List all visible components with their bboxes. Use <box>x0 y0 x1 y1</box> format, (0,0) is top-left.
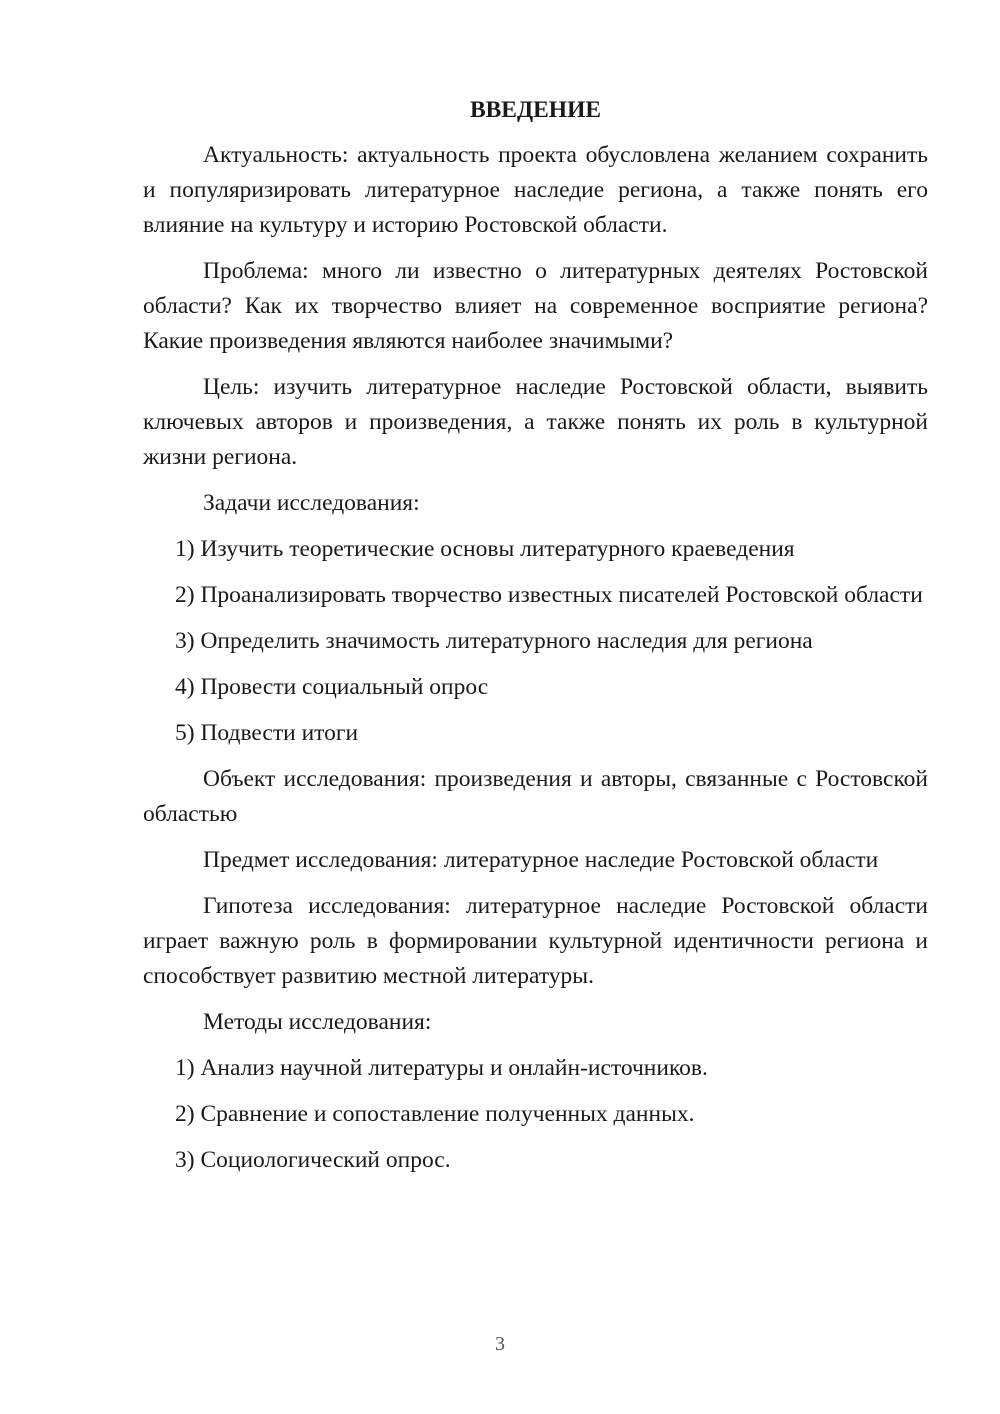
task-item: 2) Проанализировать творчество известных писателей Ростовской области <box>175 582 923 608</box>
goal-paragraph: Цель: изучить литературное наследие Ростовской области, выявить ключевых авторов и произведения, а также понять их роль в культурной жизни региона. <box>143 374 928 470</box>
task-item: 3) Определить значимость литературного наследия для региона <box>175 628 813 654</box>
hypothesis-paragraph: Гипотеза исследования: литературное наследие Ростовской области играет важную роль в формировании культурной идентичности региона и способствует развитию местной литературы. <box>143 893 928 989</box>
page-number: 3 <box>495 1333 505 1355</box>
methods-heading: Методы исследования: <box>203 1009 432 1035</box>
method-item: 2) Сравнение и сопоставление полученных данных. <box>175 1101 695 1127</box>
tasks-heading: Задачи исследования: <box>203 490 420 516</box>
subject-paragraph: Предмет исследования: литературное наследие Ростовской области <box>203 847 879 873</box>
method-item: 3) Социологический опрос. <box>175 1147 451 1173</box>
document-body <box>143 90 928 1189</box>
page-title: ВВЕДЕНИЕ <box>469 97 602 123</box>
problem-paragraph: Проблема: много ли известно о литературных деятелях Ростовской области? Как их творчество влияет на современное восприятие региона? Какие произведения являются наиболее значимыми? <box>143 258 928 354</box>
actuality-paragraph: Актуальность: актуальность проекта обусловлена желанием сохранить и популяризировать литературное наследие региона, а также понять его влияние на культуру и историю Ростовской области. <box>143 142 928 238</box>
task-item: 1) Изучить теоретические основы литературного краеведения <box>175 536 795 562</box>
task-item: 5) Подвести итоги <box>175 720 359 746</box>
method-item: 1) Анализ научной литературы и онлайн-источников. <box>175 1055 708 1081</box>
object-paragraph: Объект исследования: произведения и авторы, связанные с Ростовской областью <box>143 766 928 827</box>
task-item: 4) Провести социальный опрос <box>175 674 489 700</box>
